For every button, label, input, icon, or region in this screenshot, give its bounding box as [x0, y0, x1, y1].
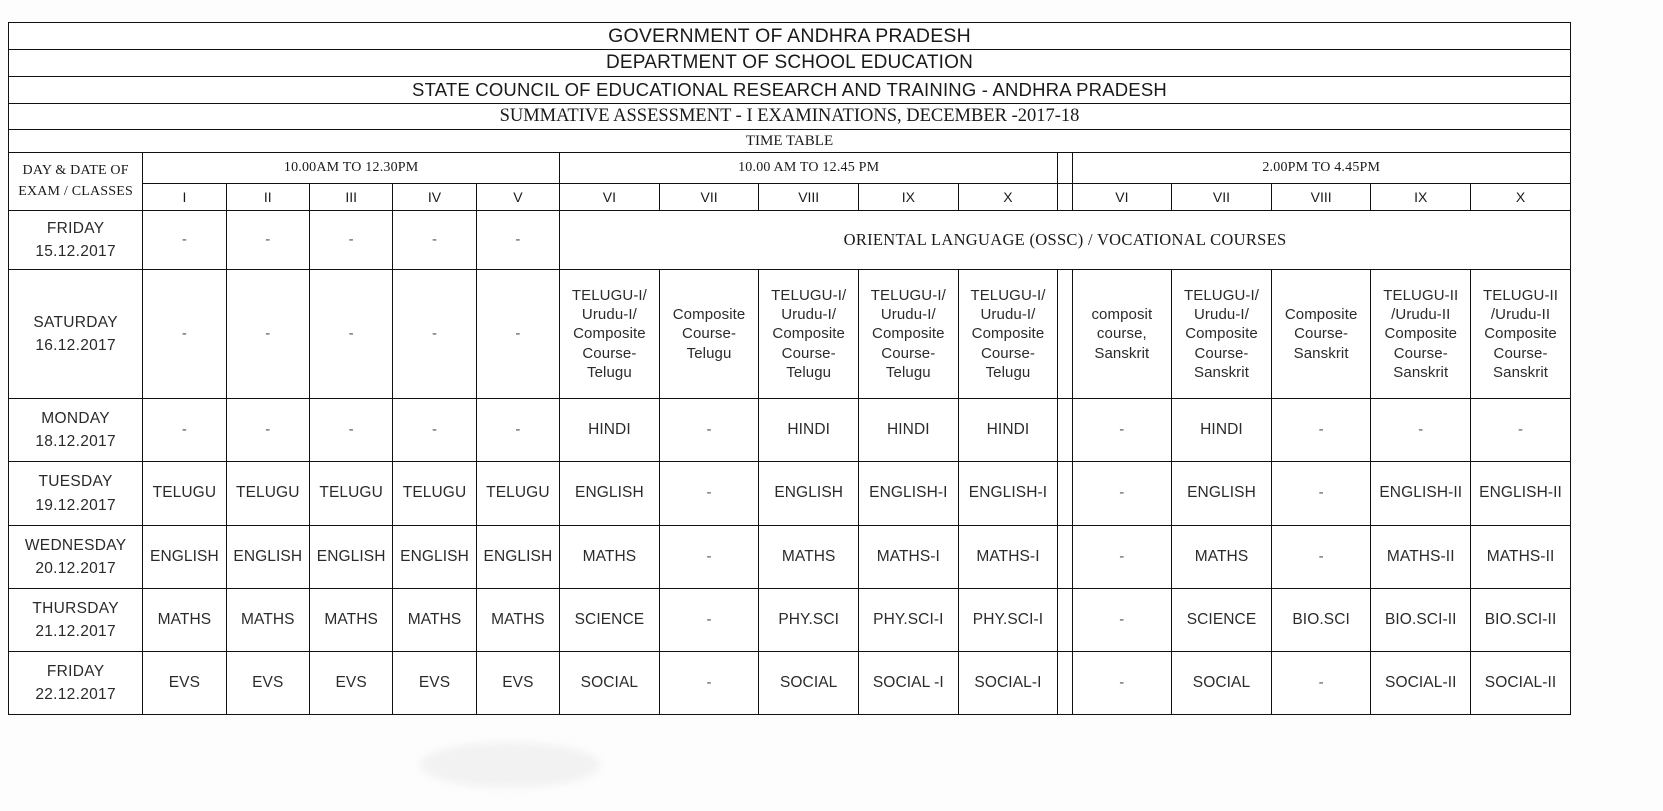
subject-cell	[958, 462, 1058, 526]
subject-line: -	[1119, 547, 1125, 565]
subject-line: Composite	[573, 325, 646, 343]
day-name: SATURDAY	[33, 313, 118, 331]
subject-line: Course-	[881, 344, 936, 362]
subject-cell: ENGLISH	[476, 526, 559, 589]
column-gap	[1058, 270, 1072, 399]
header-line-assessment: SUMMATIVE ASSESSMENT - I EXAMINATIONS, DECEMBER -2017-18	[9, 104, 1571, 130]
subject-cell	[759, 270, 859, 399]
subject-cell-empty	[1072, 526, 1172, 589]
subject-cell-empty: -	[309, 399, 392, 462]
subject-cell	[1471, 270, 1571, 399]
subject-line: ENGLISH-II	[1379, 484, 1463, 502]
subject-cell	[1172, 652, 1272, 715]
subject-cell	[859, 589, 959, 652]
exam-date: 18.12.2017	[35, 433, 116, 450]
subject-line: HINDI	[986, 420, 1030, 438]
day-date-cell	[9, 270, 143, 399]
subject-cell: EVS	[143, 652, 226, 715]
exam-date: 15.12.2017	[35, 243, 116, 260]
subject-line: MATHS	[781, 547, 836, 565]
class-header-primary-iv: IV	[393, 184, 476, 211]
subject-cell-empty: -	[393, 399, 476, 462]
day-date-column-header	[9, 153, 143, 211]
subject-cell	[1172, 526, 1272, 589]
subject-cell-empty	[1271, 652, 1371, 715]
subject-line: Course-	[980, 344, 1035, 362]
subject-cell	[1172, 589, 1272, 652]
subject-line: TELUGU-I/	[771, 287, 847, 305]
subject-cell	[958, 526, 1058, 589]
day-name: TUESDAY	[38, 473, 113, 491]
subject-cell-empty: -	[476, 270, 559, 399]
subject-line: Composite	[1484, 325, 1557, 343]
subject-line: -	[1418, 420, 1424, 438]
subject-line: composit	[1091, 306, 1153, 324]
subject-line: Urudu-I/	[581, 306, 637, 324]
subject-cell	[560, 462, 660, 526]
header-line-department: DEPARTMENT OF SCHOOL EDUCATION	[9, 50, 1571, 77]
subject-line: MATHS	[582, 547, 637, 565]
timetable-row	[9, 270, 1571, 399]
subject-cell-empty	[1271, 399, 1371, 462]
subject-cell	[1172, 399, 1272, 462]
subject-cell	[859, 462, 959, 526]
subject-cell-empty: -	[226, 399, 309, 462]
header-line-government: GOVERNMENT OF ANDHRA PRADESH	[9, 23, 1571, 50]
class-header-afternoon-vi: VI	[1072, 184, 1172, 211]
subject-line: -	[1318, 420, 1324, 438]
subject-cell	[1371, 462, 1471, 526]
subject-cell	[1271, 270, 1371, 399]
subject-line: Course-	[1393, 344, 1448, 362]
day-date-cell	[9, 589, 143, 652]
subject-cell	[859, 399, 959, 462]
subject-line: -	[1318, 484, 1324, 502]
subject-cell-empty	[659, 462, 759, 526]
subject-cell	[1471, 526, 1571, 589]
subject-line: ENGLISH	[1187, 484, 1256, 502]
subject-cell: MATHS	[393, 589, 476, 652]
subject-line: Course-	[1194, 344, 1249, 362]
subject-line: Telugu	[587, 363, 632, 381]
subject-cell: EVS	[476, 652, 559, 715]
subject-line: Course-	[781, 344, 836, 362]
subject-cell-empty	[659, 399, 759, 462]
day-name: MONDAY	[41, 409, 110, 427]
subject-line: Composite	[1384, 325, 1458, 343]
subject-cell-empty	[1271, 462, 1371, 526]
class-header-primary-ii: II	[226, 184, 309, 211]
subject-cell	[859, 526, 959, 589]
subject-cell-empty	[659, 652, 759, 715]
class-header-row	[9, 184, 1571, 211]
subject-line: -	[706, 610, 712, 628]
exam-date: 21.12.2017	[35, 623, 116, 640]
exam-timetable	[8, 22, 1571, 715]
subject-cell-empty: -	[226, 270, 309, 399]
subject-line: ENGLISH-I	[968, 484, 1048, 502]
exam-date: 22.12.2017	[35, 686, 116, 703]
column-gap	[1058, 589, 1072, 652]
subject-cell: EVS	[226, 652, 309, 715]
subject-cell	[859, 652, 959, 715]
subject-cell-empty: -	[393, 270, 476, 399]
subject-cell	[958, 270, 1058, 399]
subject-line: Sanskrit	[1393, 363, 1449, 381]
subject-cell	[659, 270, 759, 399]
subject-line: /Urudu-II	[1391, 306, 1451, 324]
subject-line: Composite	[1284, 306, 1358, 324]
class-header-primary-i: I	[143, 184, 226, 211]
day-date-cell	[9, 652, 143, 715]
day-name: THURSDAY	[32, 599, 119, 617]
subject-line: course,	[1096, 325, 1147, 343]
subject-line: SOCIAL -I	[872, 673, 944, 691]
subject-cell-empty: -	[476, 399, 559, 462]
header-line-timetable: TIME TABLE	[9, 130, 1571, 153]
subject-line: SOCIAL-I	[974, 673, 1042, 691]
timetable-row	[9, 462, 1571, 526]
subject-line: Urudu-I/	[980, 306, 1036, 324]
subject-cell	[1471, 589, 1571, 652]
subject-line: Sanskrit	[1094, 344, 1150, 362]
header-row	[9, 104, 1571, 130]
subject-line: -	[1119, 484, 1125, 502]
subject-line: MATHS-II	[1486, 547, 1555, 565]
subject-line: Course-	[1493, 344, 1548, 362]
subject-cell	[759, 589, 859, 652]
subject-cell	[1172, 270, 1272, 399]
subject-line: Composite	[772, 325, 845, 343]
subject-cell-empty: -	[143, 270, 226, 399]
subject-cell	[759, 462, 859, 526]
subject-line: Telugu	[686, 344, 732, 362]
subject-line: Sanskrit	[1193, 363, 1249, 381]
subject-line: HINDI	[787, 420, 831, 438]
subject-line: ENGLISH-II	[1479, 484, 1562, 502]
class-header-secondary-morning-ix: IX	[859, 184, 959, 211]
day-date-cell	[9, 462, 143, 526]
day-date-cell	[9, 526, 143, 589]
timetable-row	[9, 211, 1571, 270]
subject-cell	[1172, 462, 1272, 526]
slot-label-morning-primary: 10.00AM TO 12.30PM	[143, 153, 560, 184]
class-header-afternoon-ix: IX	[1371, 184, 1471, 211]
subject-cell	[1371, 270, 1471, 399]
subject-line: Urudu-I/	[880, 306, 936, 324]
subject-cell	[958, 589, 1058, 652]
subject-cell: TELUGU	[476, 462, 559, 526]
subject-cell	[1371, 652, 1471, 715]
class-header-secondary-morning-x: X	[958, 184, 1058, 211]
timetable-row	[9, 399, 1571, 462]
subject-cell: TELUGU	[309, 462, 392, 526]
subject-line: Telugu	[786, 363, 832, 381]
header-row	[9, 23, 1571, 50]
day-name: FRIDAY	[46, 662, 105, 680]
subject-cell	[1471, 462, 1571, 526]
subject-line: SOCIAL	[779, 673, 838, 691]
subject-line: Composite	[1185, 325, 1258, 343]
subject-line: SOCIAL-II	[1484, 673, 1557, 691]
subject-cell: TELUGU	[226, 462, 309, 526]
class-header-secondary-morning-viii: VIII	[759, 184, 859, 211]
class-header-afternoon-viii: VIII	[1271, 184, 1371, 211]
subject-line: MATHS-I	[976, 547, 1040, 565]
subject-line: Urudu-I/	[781, 306, 837, 324]
subject-line: Sanskrit	[1493, 363, 1549, 381]
subject-cell: MATHS	[476, 589, 559, 652]
subject-cell: EVS	[309, 652, 392, 715]
class-header-primary-iii: III	[309, 184, 392, 211]
subject-cell	[560, 652, 660, 715]
subject-line: Telugu	[885, 363, 931, 381]
subject-line: ENGLISH	[774, 484, 844, 502]
subject-line: TELUGU-II	[1383, 287, 1459, 305]
subject-line: -	[1119, 673, 1125, 691]
subject-cell: MATHS	[309, 589, 392, 652]
timetable-row	[9, 589, 1571, 652]
subject-cell-empty: -	[309, 270, 392, 399]
subject-line: Course-	[1294, 325, 1349, 343]
subject-cell-empty	[1072, 399, 1172, 462]
slot-header-row	[9, 153, 1571, 184]
subject-line: TELUGU-I/	[1183, 287, 1260, 305]
subject-cell: TELUGU	[393, 462, 476, 526]
subject-cell: EVS	[393, 652, 476, 715]
subject-line: PHY.SCI-I	[873, 610, 944, 628]
subject-cell: ENGLISH	[393, 526, 476, 589]
subject-cell	[859, 270, 959, 399]
subject-line: SOCIAL-II	[1385, 673, 1457, 691]
class-header-afternoon-x: X	[1471, 184, 1571, 211]
exam-date: 19.12.2017	[35, 496, 116, 514]
subject-line: SOCIAL	[1192, 673, 1251, 691]
day-date-header-line1: DAY & DATE OF	[22, 163, 129, 179]
subject-line: MATHS-I	[876, 547, 940, 565]
subject-line: Composite	[672, 306, 746, 324]
slot-label-morning-secondary: 10.00 AM TO 12.45 PM	[560, 153, 1058, 184]
subject-cell: MATHS	[226, 589, 309, 652]
subject-cell	[560, 399, 660, 462]
subject-cell	[560, 526, 660, 589]
subject-cell-empty	[1271, 526, 1371, 589]
class-header-afternoon-vii: VII	[1172, 184, 1272, 211]
subject-cell-empty: -	[393, 211, 476, 270]
exam-date: 16.12.2017	[35, 337, 116, 354]
exam-date: 20.12.2017	[35, 560, 116, 577]
subject-line: HINDI	[1200, 420, 1243, 438]
header-row	[9, 77, 1571, 104]
timetable-row	[9, 652, 1571, 715]
subject-line: BIO.SCI-II	[1484, 610, 1557, 628]
subject-line: Course-	[682, 325, 737, 343]
subject-cell: TELUGU	[143, 462, 226, 526]
subject-line: TELUGU-I/	[571, 287, 647, 305]
subject-line: Course-	[582, 344, 637, 362]
subject-line: MATHS-II	[1386, 547, 1455, 565]
subject-line: Telugu	[985, 363, 1031, 381]
slot-label-afternoon: 2.00PM TO 4.45PM	[1072, 153, 1570, 184]
subject-line: TELUGU-I/	[870, 287, 946, 305]
subject-cell	[1371, 589, 1471, 652]
subject-line: -	[706, 484, 712, 502]
subject-line: -	[706, 547, 712, 565]
subject-cell-empty: -	[309, 211, 392, 270]
subject-cell	[1471, 652, 1571, 715]
subject-line: PHY.SCI-I	[972, 610, 1044, 628]
subject-cell-empty	[1371, 399, 1471, 462]
subject-cell	[1072, 270, 1172, 399]
subject-cell: ENGLISH	[309, 526, 392, 589]
subject-line: BIO.SCI	[1292, 610, 1350, 628]
subject-cell-empty: -	[143, 211, 226, 270]
class-header-secondary-morning-vii: VII	[659, 184, 759, 211]
subject-cell	[759, 399, 859, 462]
subject-cell: ENGLISH	[143, 526, 226, 589]
subject-line: -	[1119, 420, 1125, 438]
subject-cell-empty	[659, 589, 759, 652]
subject-line: BIO.SCI-II	[1384, 610, 1457, 628]
day-date-cell	[9, 399, 143, 462]
subject-cell-empty: -	[476, 211, 559, 270]
subject-cell: MATHS	[143, 589, 226, 652]
subject-cell-empty	[659, 526, 759, 589]
day-date-header-line2: EXAM / CLASSES	[18, 183, 134, 199]
subject-line: Sanskrit	[1293, 344, 1349, 362]
subject-line: MATHS	[1194, 547, 1249, 565]
subject-line: -	[1119, 610, 1125, 628]
subject-line: Composite	[971, 325, 1045, 343]
subject-cell-empty	[1072, 652, 1172, 715]
subject-line: Composite	[872, 325, 945, 343]
subject-cell	[958, 399, 1058, 462]
subject-line: -	[1318, 547, 1324, 565]
subject-cell	[759, 652, 859, 715]
subject-cell	[560, 270, 660, 399]
oriental-language-banner: ORIENTAL LANGUAGE (OSSC) / VOCATIONAL COURSES	[560, 211, 1571, 270]
column-gap	[1058, 184, 1072, 211]
subject-line: HINDI	[886, 420, 930, 438]
subject-cell-empty	[1471, 399, 1571, 462]
timetable-row	[9, 526, 1571, 589]
header-row	[9, 130, 1571, 153]
column-gap	[1058, 652, 1072, 715]
subject-cell-empty: -	[226, 211, 309, 270]
subject-line: PHY.SCI	[778, 610, 840, 628]
day-date-cell	[9, 211, 143, 270]
class-header-secondary-morning-vi: VI	[560, 184, 660, 211]
subject-line: SOCIAL	[580, 673, 639, 691]
subject-line: ENGLISH-I	[869, 484, 948, 502]
subject-line: ENGLISH	[575, 484, 644, 502]
subject-line: -	[706, 420, 712, 438]
subject-cell	[759, 526, 859, 589]
subject-line: Urudu-I/	[1193, 306, 1249, 324]
subject-cell	[1271, 589, 1371, 652]
subject-line: SCIENCE	[574, 610, 645, 628]
header-line-council: STATE COUNCIL OF EDUCATIONAL RESEARCH AND TRAINING - ANDHRA PRADESH	[9, 77, 1571, 104]
subject-cell-empty	[1072, 462, 1172, 526]
subject-line: SCIENCE	[1186, 610, 1257, 628]
subject-line: -	[706, 673, 712, 691]
subject-line: /Urudu-II	[1490, 306, 1551, 324]
class-header-primary-v: V	[476, 184, 559, 211]
timetable-sheet	[8, 22, 1571, 715]
header-row	[9, 50, 1571, 77]
column-gap	[1058, 462, 1072, 526]
subject-line: TELUGU-I/	[970, 287, 1046, 305]
subject-cell	[560, 589, 660, 652]
column-gap	[1058, 526, 1072, 589]
subject-line: TELUGU-II	[1483, 287, 1559, 305]
subject-cell	[1371, 526, 1471, 589]
subject-line: -	[1517, 420, 1524, 438]
subject-cell: ENGLISH	[226, 526, 309, 589]
subject-cell-empty: -	[143, 399, 226, 462]
column-gap	[1058, 153, 1072, 184]
subject-line: -	[1318, 673, 1324, 691]
column-gap	[1058, 399, 1072, 462]
subject-cell-empty	[1072, 589, 1172, 652]
subject-cell	[958, 652, 1058, 715]
day-name: WEDNESDAY	[24, 536, 127, 554]
subject-line: HINDI	[588, 420, 631, 438]
day-name: FRIDAY	[46, 219, 105, 237]
